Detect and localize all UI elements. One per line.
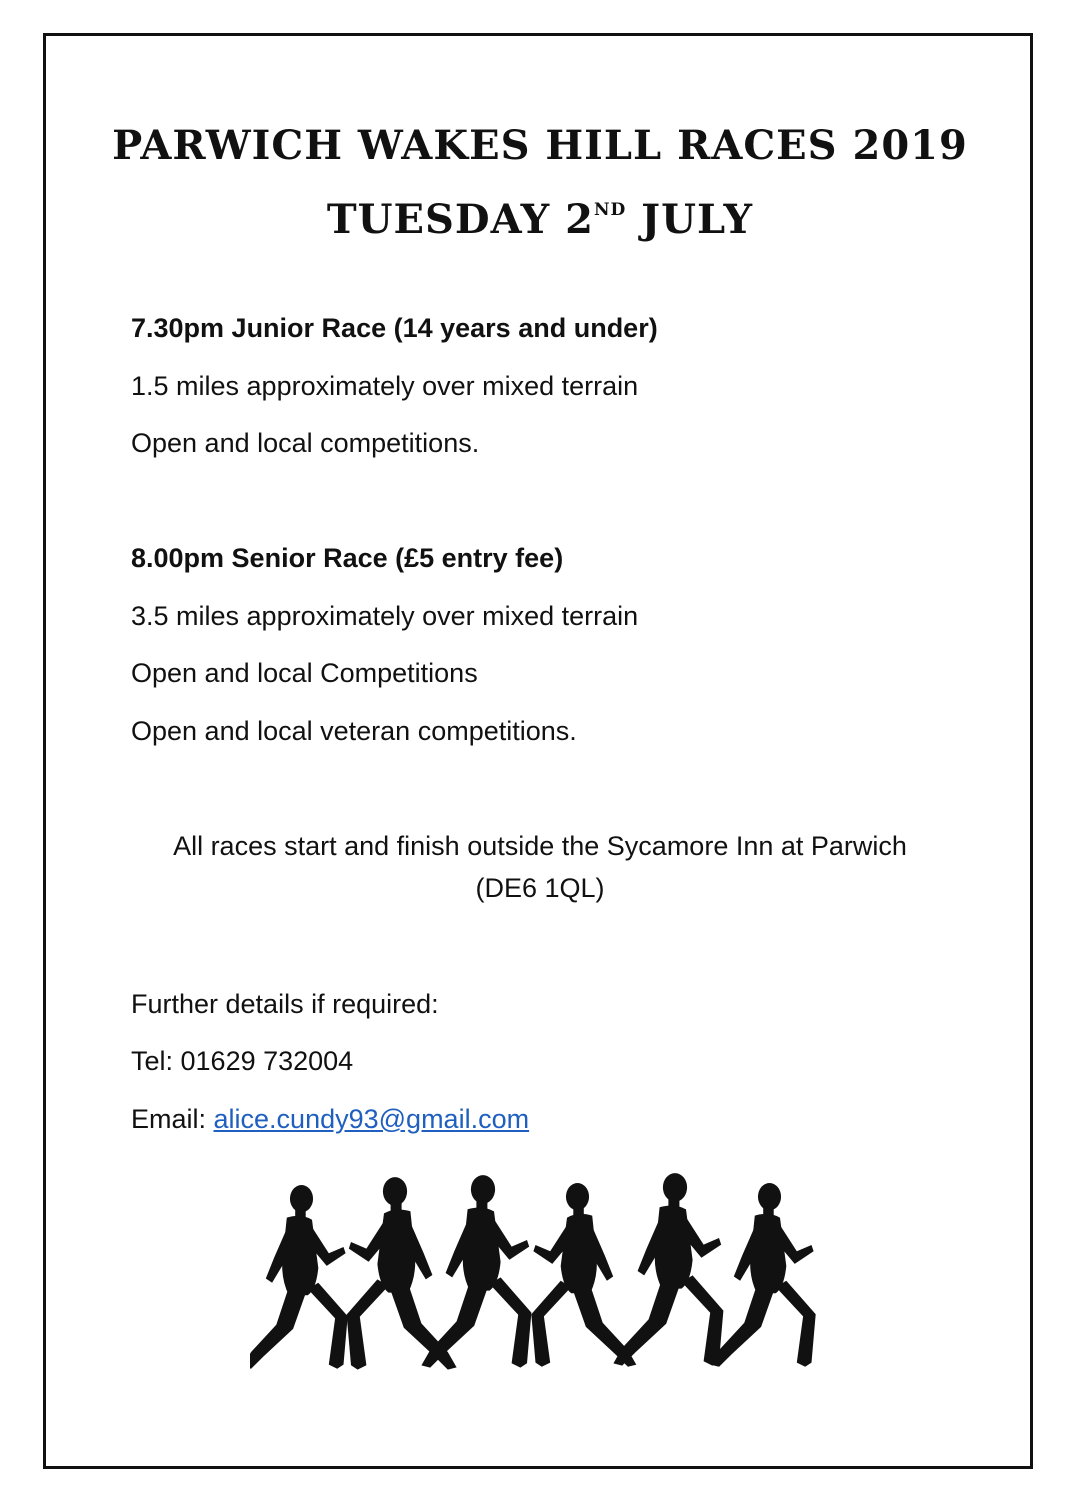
- venue-postcode: (DE6 1QL): [475, 873, 605, 903]
- junior-race-competitions: Open and local competitions.: [131, 428, 480, 458]
- contact-email-line: [131, 1104, 529, 1135]
- running-people-silhouettes-icon: [250, 1172, 830, 1392]
- poster-title: PARWICH WAKES HILL RACES 2019: [112, 122, 968, 169]
- venue-line: All races start and finish outside the Sycamore Inn at Parwich: [173, 831, 907, 861]
- senior-race-distance: 3.5 miles approximately over mixed terrain: [131, 601, 639, 631]
- contact-intro: Further details if required:: [131, 989, 439, 1019]
- contact-tel: Tel: 01629 732004: [131, 1046, 354, 1076]
- date-ordinal: ND: [593, 199, 627, 220]
- date-prefix: TUESDAY 2: [326, 196, 594, 243]
- date-suffix: JULY: [626, 196, 754, 243]
- email-link[interactable]: alice.cundy93@gmail.com: [213, 1104, 530, 1134]
- poster-date: [0, 196, 1080, 243]
- email-label: Email:: [131, 1104, 214, 1134]
- senior-race-competitions: Open and local Competitions: [131, 658, 478, 688]
- senior-race-veteran: Open and local veteran competitions.: [131, 716, 577, 746]
- senior-race-heading: 8.00pm Senior Race (£5 entry fee): [131, 543, 564, 573]
- junior-race-distance: 1.5 miles approximately over mixed terrain: [131, 371, 639, 401]
- junior-race-heading: 7.30pm Junior Race (14 years and under): [131, 313, 658, 343]
